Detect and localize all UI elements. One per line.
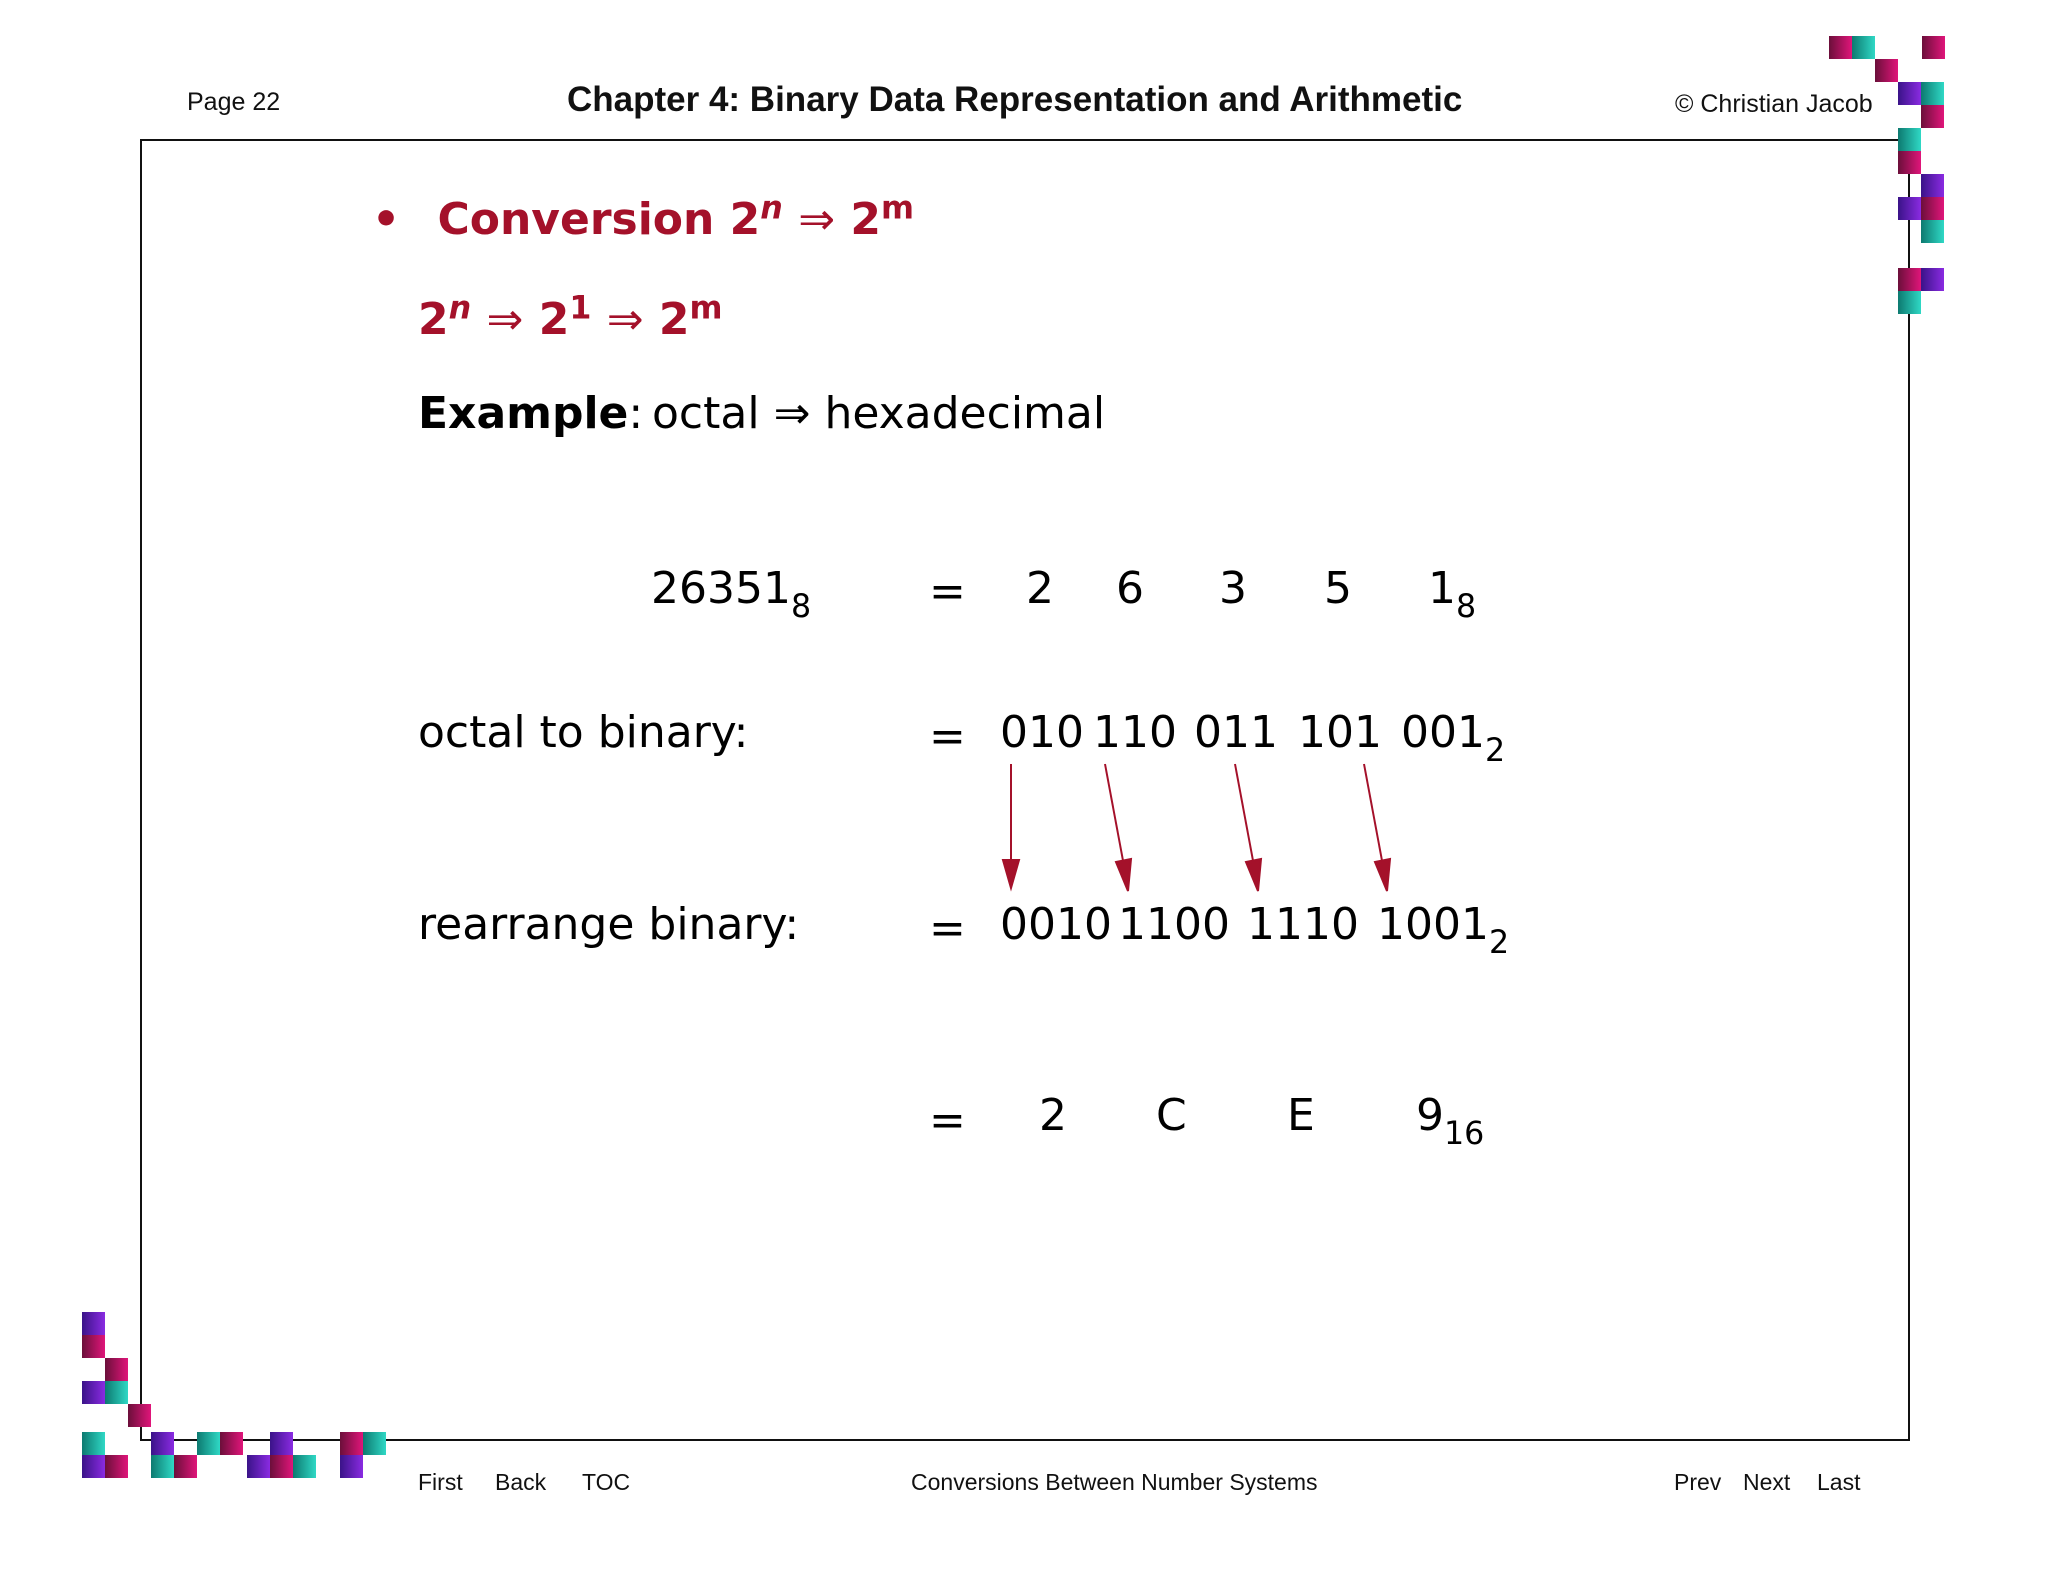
page-number: Page 22: [187, 88, 281, 116]
octal-number: $26351_8$: [651, 563, 812, 625]
copyright: © Christian Jacob: [1675, 90, 1873, 118]
octal-digit: 5: [1324, 563, 1352, 614]
binary-group-4: 0010: [1000, 899, 1112, 950]
binary-group-4-last: $1001_2$: [1377, 899, 1510, 961]
hex-digit-last: $9_{16}$: [1416, 1090, 1485, 1152]
nav-toc-link[interactable]: TOC: [582, 1469, 631, 1495]
nav-last-link[interactable]: Last: [1817, 1469, 1861, 1495]
octal-digit: 3: [1219, 563, 1247, 614]
binary-group-4: 1110: [1247, 899, 1359, 950]
regroup-arrow-head: [1116, 859, 1131, 891]
bullet-heading: • Conversion 2$^n$ ⇒ 2$^m$: [372, 190, 915, 245]
equals-sign-2: =: [929, 711, 966, 762]
chapter-title: Chapter 4: Binary Data Representation and Arithmetic: [567, 80, 1463, 119]
binary-group-3: 101: [1298, 707, 1382, 758]
regroup-arrow: [1364, 764, 1383, 866]
example-label: Example: [418, 388, 629, 439]
binary-group-3: 110: [1093, 707, 1177, 758]
example-conversion: octal ⇒ hexadecimal: [652, 388, 1106, 439]
hex-digit: 2: [1039, 1090, 1067, 1141]
octal-digit-last: $1_8$: [1428, 563, 1477, 625]
regroup-arrow: [1105, 764, 1124, 866]
binary-group-3: 011: [1194, 707, 1278, 758]
nav-prev-link[interactable]: Prev: [1674, 1469, 1722, 1495]
regroup-arrow-head: [1003, 860, 1019, 888]
binary-group-4: 1100: [1118, 899, 1230, 950]
section-title: Conversions Between Number Systems: [911, 1469, 1318, 1495]
bullet-dot: •: [372, 194, 401, 245]
octal-digit: 2: [1026, 563, 1054, 614]
octal-digit: 6: [1116, 563, 1144, 614]
regroup-arrow-head: [1375, 859, 1390, 891]
binary-group-3: 010: [1000, 707, 1084, 758]
nav-back-link[interactable]: Back: [495, 1469, 547, 1495]
regroup-arrow-head: [1246, 859, 1261, 891]
equals-sign-3: =: [929, 903, 966, 954]
nav-next-link[interactable]: Next: [1743, 1469, 1791, 1495]
example-line: Example:: [418, 388, 644, 439]
octal-to-binary-label: octal to binary:: [418, 707, 749, 758]
equals-sign-1: =: [929, 566, 966, 617]
heading-word: Conversion: [437, 194, 715, 245]
rearrange-label: rearrange binary:: [418, 899, 800, 950]
nav-first-link[interactable]: First: [418, 1469, 463, 1495]
regroup-arrow: [1235, 764, 1254, 866]
hex-digit: C: [1156, 1090, 1187, 1141]
binary-group-3-last: $001_2$: [1401, 707, 1506, 769]
equals-sign-4: =: [929, 1095, 966, 1146]
hex-digit: E: [1287, 1090, 1315, 1141]
conversion-chain: 2$^n$ ⇒ $2^1$ ⇒ 2$^m$: [418, 290, 723, 345]
